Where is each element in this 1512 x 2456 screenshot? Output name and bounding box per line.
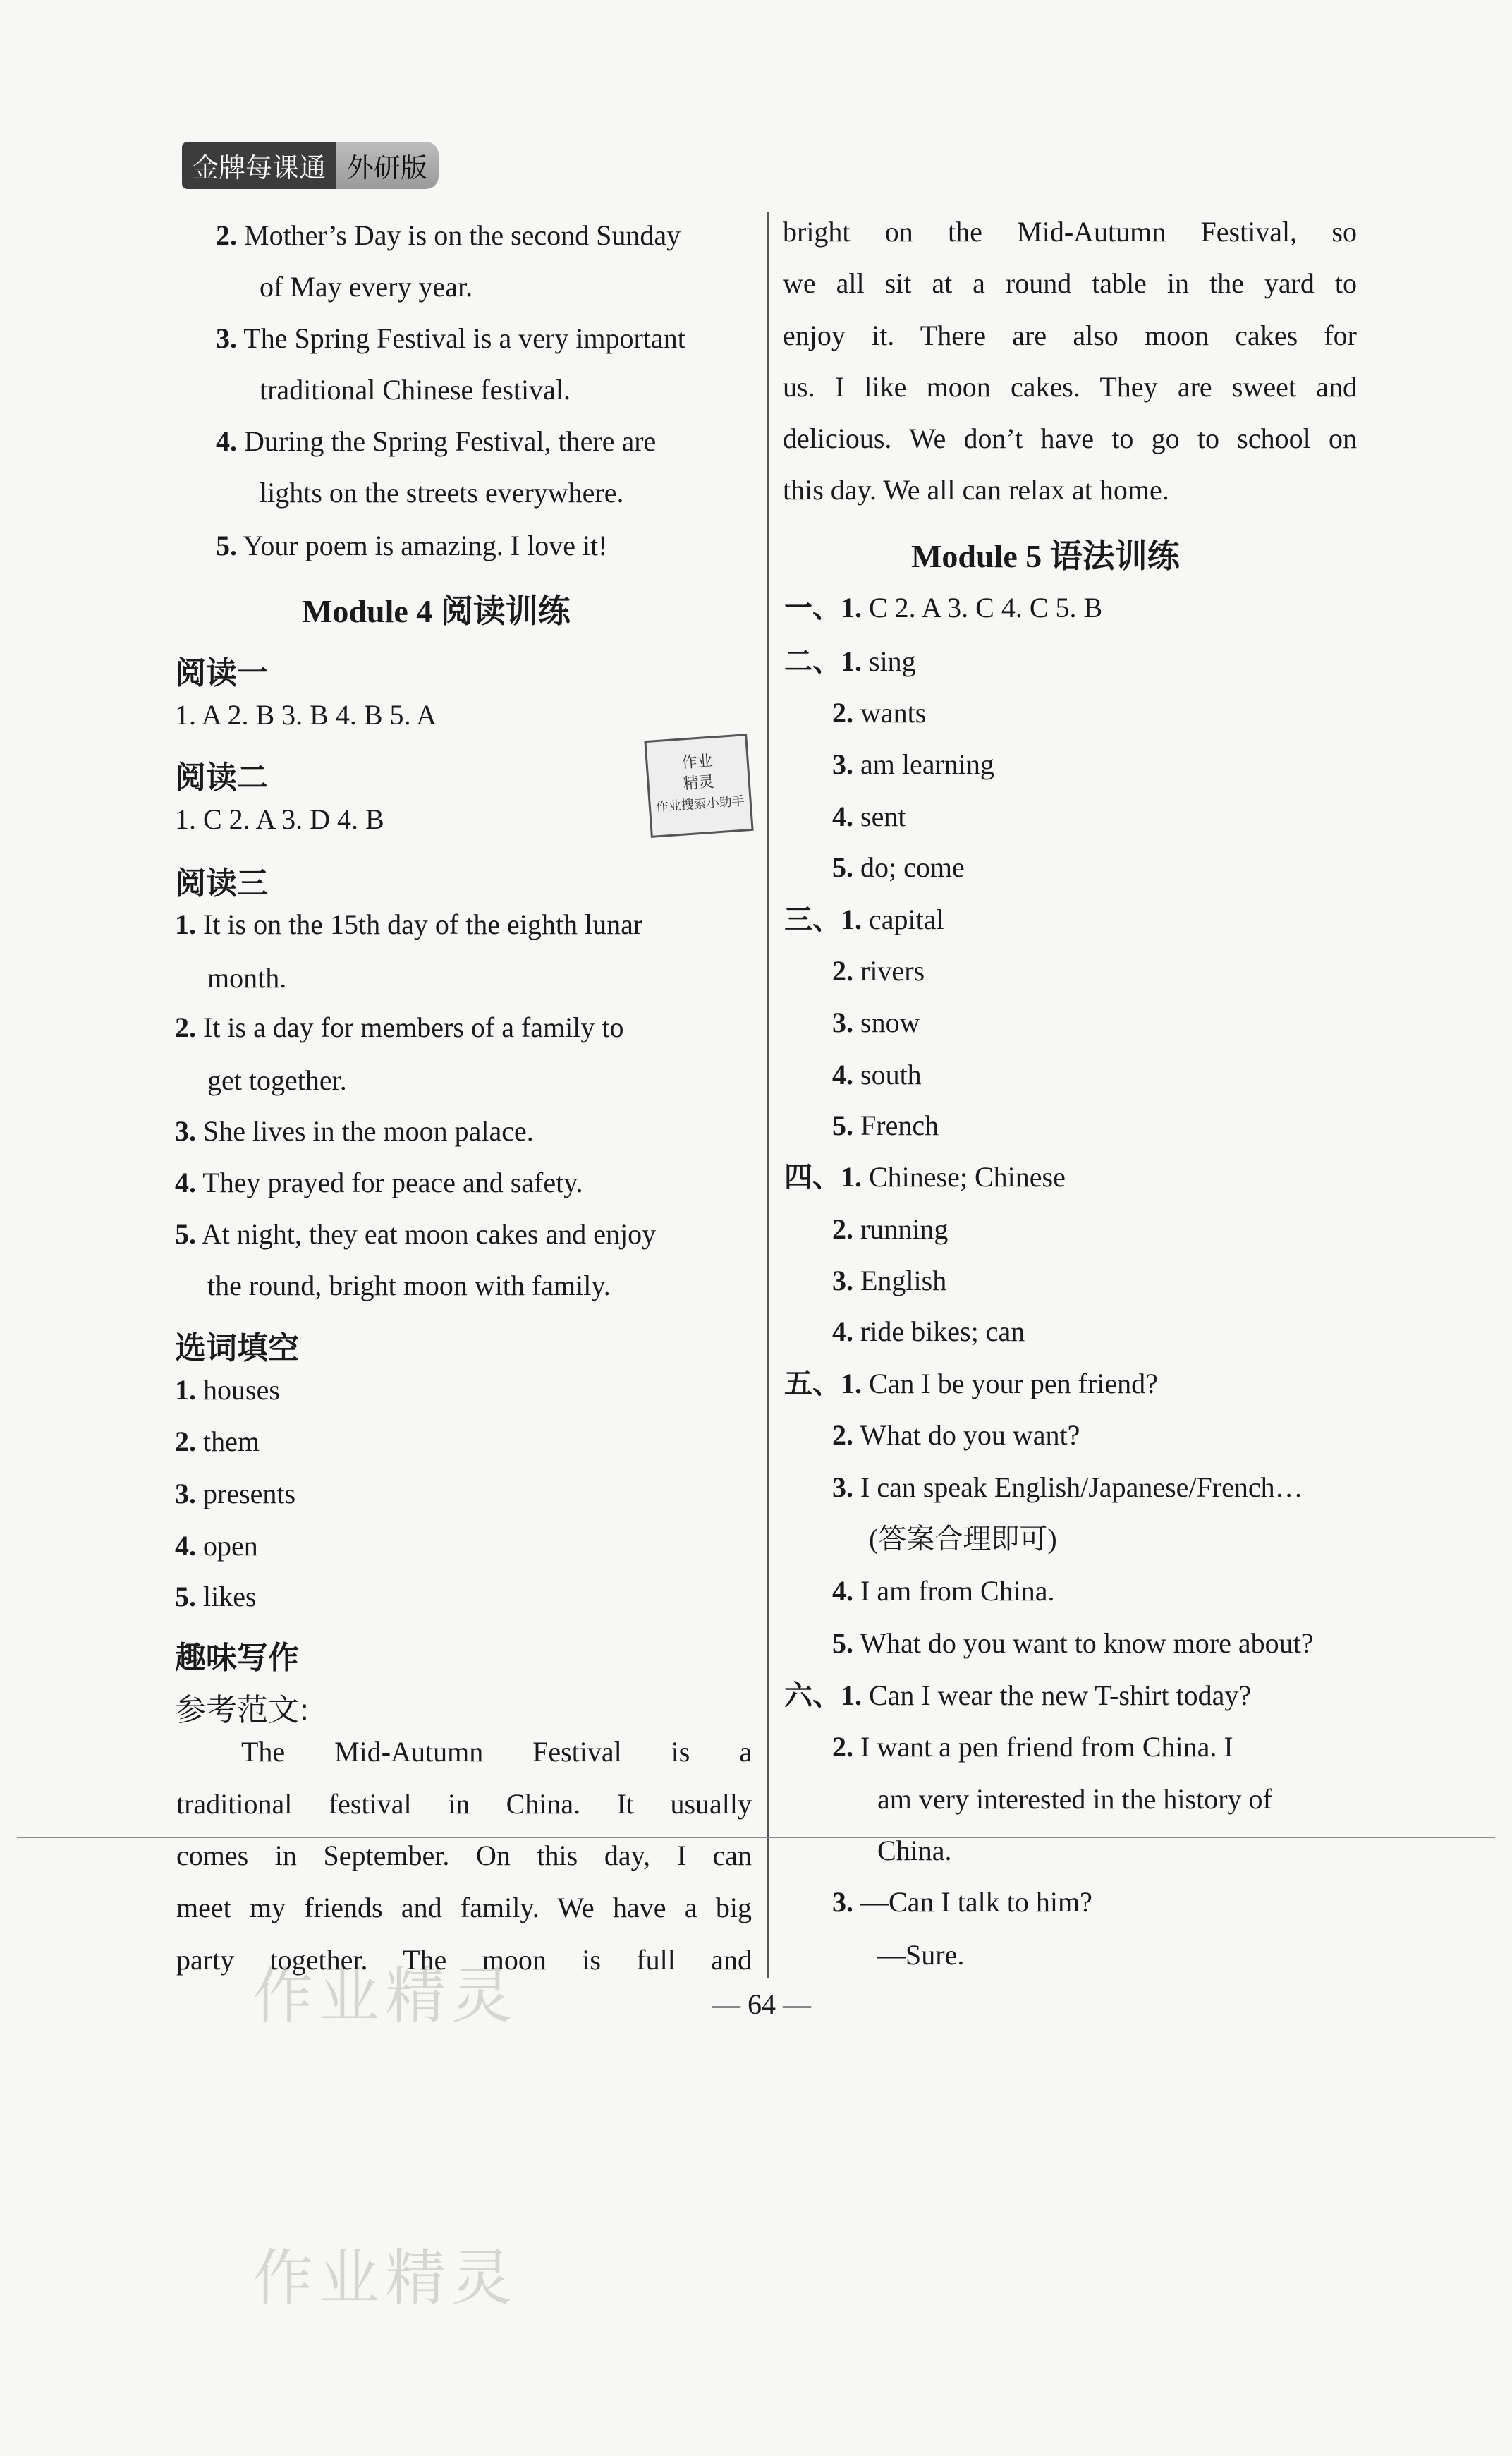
stamp-line-1: 作业 — [681, 752, 714, 772]
answer-line: am very interested in the history of — [877, 1783, 1272, 1815]
sample-label: 参考范文: — [175, 1692, 310, 1728]
answer-line: the round, bright moon with family. — [207, 1270, 611, 1301]
module-4-title: Module 4 阅读训练 — [302, 593, 571, 629]
section-heading: 阅读一 — [175, 655, 268, 691]
answer-line: 5. At night, they eat moon cakes and enjoy — [175, 1218, 657, 1250]
edition-label: 外研版 — [336, 142, 439, 189]
answer-line: 2. It is a day for members of a family to — [175, 1011, 624, 1043]
answer-line: 1. A 2. B 3. B 4. B 5. A — [175, 699, 437, 731]
answer-line: 5. French — [832, 1110, 939, 1141]
answer-line: 1. It is on the 15th day of the eighth lunar — [175, 908, 643, 940]
answer-line: traditional Chinese festival. — [260, 374, 571, 406]
answer-line: 4. open — [175, 1530, 258, 1562]
answer-line: 2. them — [175, 1425, 260, 1457]
section-heading: 阅读二 — [175, 760, 268, 796]
module-5-title: Module 5 语法训练 — [911, 538, 1180, 574]
essay-line: enjoy it. There are also moon cakes for — [783, 320, 1357, 351]
answer-line: lights on the streets everywhere. — [260, 477, 624, 509]
answer-line: 三、1. capital — [784, 904, 944, 935]
answer-line: 5. What do you want to know more about? — [832, 1627, 1314, 1659]
answer-line: China. — [877, 1835, 952, 1866]
answer-line: 六、1. Can I wear the new T-shirt today? — [784, 1679, 1252, 1711]
horizontal-rule — [17, 1837, 1495, 1838]
stamp-line-3: 作业搜索小助手 — [655, 794, 745, 815]
answer-line: 2. wants — [832, 697, 927, 729]
answer-line: 4. I am from China. — [832, 1575, 1055, 1607]
answer-line: —Sure. — [877, 1939, 965, 1971]
answer-line: month. — [207, 962, 287, 994]
brand-header — [182, 142, 439, 188]
answer-line: 3. presents — [175, 1478, 296, 1509]
answer-line: 2. I want a pen friend from China. I — [832, 1731, 1233, 1763]
answer-line: 3. English — [832, 1265, 947, 1296]
section-heading: 趣味写作 — [175, 1640, 299, 1676]
essay-line: we all sit at a round table in the yard to — [783, 267, 1357, 299]
brand-title: 金牌每课通 — [182, 142, 336, 189]
answer-line: 3. —Can I talk to him? — [832, 1886, 1092, 1918]
answer-line: 4. sent — [832, 801, 906, 832]
answer-line: 5. do; come — [832, 851, 965, 883]
answer-line: 2. What do you want? — [832, 1419, 1080, 1451]
essay-line: The Mid-Autumn Festival is a — [241, 1736, 752, 1768]
answer-line: of May every year. — [260, 271, 473, 303]
answer-line: 3. The Spring Festival is a very important — [216, 322, 685, 354]
answer-line: 5. Your poem is amazing. I love it! — [216, 530, 608, 561]
page-number: — 64 — — [712, 1988, 811, 2020]
answer-line: 3. snow — [832, 1007, 920, 1038]
answer-line: 四、1. Chinese; Chinese — [784, 1161, 1066, 1193]
stamp-logo — [644, 734, 753, 838]
section-heading: 选词填空 — [175, 1330, 299, 1366]
column-divider — [767, 212, 769, 1978]
watermark: 作业精灵 — [252, 2243, 518, 2314]
answer-line: 1. C 2. A 3. D 4. B — [175, 803, 384, 835]
answer-line: 1. houses — [175, 1374, 280, 1406]
answer-line: 2. Mother’s Day is on the second Sunday — [216, 219, 681, 251]
answer-line: 4. south — [832, 1059, 922, 1090]
answer-line: 五、1. Can I be your pen friend? — [784, 1368, 1158, 1399]
section-heading: 阅读三 — [175, 865, 268, 901]
essay-line: bright on the Mid-Autumn Festival, so — [783, 216, 1357, 248]
answer-line: 一、1. C 2. A 3. C 4. C 5. B — [784, 592, 1103, 624]
essay-line: traditional festival in China. It usually — [176, 1788, 752, 1820]
answer-line: 二、1. sing — [784, 645, 916, 677]
essay-line: comes in September. On this day, I can — [176, 1840, 752, 1871]
answer-line: 3. I can speak English/Japanese/French… — [832, 1471, 1303, 1503]
answer-line: 4. ride bikes; can — [832, 1315, 1025, 1347]
answer-line: 2. rivers — [832, 955, 925, 987]
essay-line: meet my friends and family. We have a big — [176, 1892, 752, 1923]
essay-line: party together. The moon is full and — [176, 1944, 752, 1976]
answer-line: 3. She lives in the moon palace. — [175, 1115, 534, 1147]
stamp-line-2: 精灵 — [682, 773, 715, 794]
essay-line: us. I like moon cakes. They are sweet and — [783, 371, 1357, 403]
answer-line: 5. likes — [175, 1581, 257, 1612]
essay-line: delicious. We don’t have to go to school on — [783, 422, 1357, 454]
answer-line: get together. — [207, 1064, 347, 1096]
watermark: 作业精灵 — [252, 1961, 518, 2031]
answer-line: 3. am learning — [832, 748, 994, 780]
answer-line: 2. running — [832, 1213, 949, 1245]
answer-line: 4. During the Spring Festival, there are — [216, 425, 657, 457]
answer-line: 4. They prayed for peace and safety. — [175, 1167, 583, 1198]
essay-line: this day. We all can relax at home. — [783, 474, 1169, 506]
answer-line: (答案合理即可) — [869, 1523, 1057, 1555]
